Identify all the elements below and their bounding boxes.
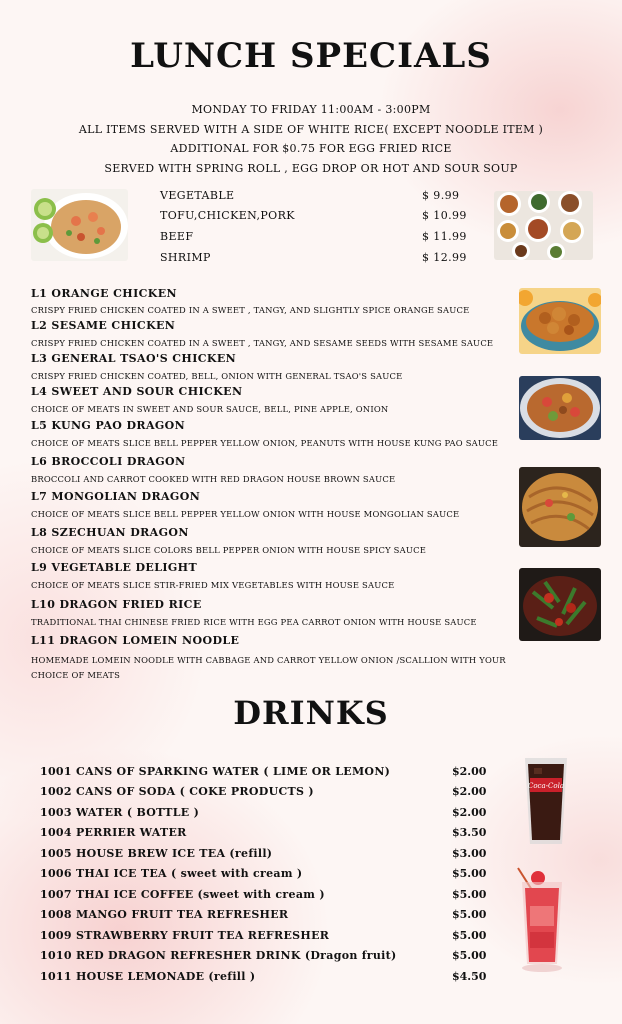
lunch-item-l10-desc: TRADITIONAL THAI CHINESE FRIED RICE WITH EGG PEA CARROT ONION WITH HOUSE SAUCE (31, 617, 477, 627)
assorted-dishes-photo (494, 191, 593, 260)
orange-chicken-photo (519, 288, 601, 354)
drink-1001-name: 1001 CANS OF SPARKING WATER ( LIME OR LEMON) (40, 765, 391, 778)
drink-1009-price: $5.00 (452, 929, 487, 942)
lunch-item-l8-desc: CHOICE OF MEATS SLICE COLORS BELL PEPPER ONION WITH HOUSE SPICY SAUCE (31, 545, 427, 555)
lunch-item-l9-desc: CHOICE OF MEATS SLICE STIR-FRIED MIX VEGETABLES WITH HOUSE SAUCE (31, 580, 395, 590)
lunch-item-l3-name: L3 GENERAL TSAO'S CHICKEN (31, 352, 237, 365)
mongolian-noodle-photo (519, 467, 601, 547)
drink-1007-name: 1007 THAI ICE COFFEE (sweet with cream ) (40, 888, 325, 901)
lunch-item-l5-desc: CHOICE OF MEATS SLICE BELL PEPPER YELLOW ONION, PEANUTS WITH HOUSE KUNG PAO SAUCE (31, 438, 499, 448)
lunch-item-l10-name: L10 DRAGON FRIED RICE (31, 598, 202, 611)
lunch-item-l3-desc: CRISPY FRIED CHICKEN COATED, BELL, ONION WITH GENERAL TSAO'S SAUCE (31, 371, 403, 381)
drink-1010-price: $5.00 (452, 949, 487, 962)
drink-1010-name: 1010 RED DRAGON REFRESHER DRINK (Dragon fruit) (40, 949, 397, 962)
drink-1001-price: $2.00 (452, 765, 487, 778)
lunch-item-l5-name: L5 KUNG PAO DRAGON (31, 419, 186, 432)
lunch-item-l6-desc: BROCCOLI AND CARROT COOKED WITH RED DRAGON HOUSE BROWN SAUCE (31, 474, 396, 484)
shrimp-fried-rice-photo (31, 189, 128, 261)
drink-1011-name: 1011 HOUSE LEMONADE (refill ) (40, 970, 256, 983)
price-row-tofu-chicken-pork (160, 209, 480, 229)
price-value: $ 9.99 (422, 189, 460, 202)
coca-cola-logo-text: Coca-Cola (527, 782, 565, 790)
drink-1008-name: 1008 MANGO FRUIT TEA REFRESHER (40, 908, 289, 921)
lunch-item-l2-name: L2 SESAME CHICKEN (31, 319, 176, 332)
lunch-item-l7-name: L7 MONGOLIAN DRAGON (31, 490, 201, 503)
price-row-beef (160, 230, 480, 250)
drink-1004-name: 1004 PERRIER WATER (40, 826, 187, 839)
price-label: VEGETABLE (160, 189, 235, 202)
intro-hours: MONDAY TO FRIDAY 11:00AM - 3:00PM (191, 103, 431, 116)
coca-cola-glass-photo (520, 754, 572, 848)
sweet-and-sour-chicken-photo (519, 376, 601, 440)
drink-1008-price: $5.00 (452, 908, 487, 921)
price-label: TOFU,CHICKEN,PORK (160, 209, 295, 222)
price-value: $ 11.99 (422, 230, 467, 243)
price-label: BEEF (160, 230, 194, 243)
lunch-item-l1-name: L1 ORANGE CHICKEN (31, 287, 177, 300)
drink-1011-price: $4.50 (452, 970, 487, 983)
lunch-item-l4-name: L4 SWEET AND SOUR CHICKEN (31, 385, 243, 398)
lunch-item-l1-desc: CRISPY FRIED CHICKEN COATED IN A SWEET , TANGY, AND SLIGHTLY SPICE ORANGE SAUCE (31, 305, 470, 315)
lunch-item-l4-desc: CHOICE OF MEATS IN SWEET AND SOUR SAUCE, BELL, PINE APPLE, ONION (31, 404, 389, 414)
drink-1009-name: 1009 STRAWBERRY FRUIT TEA REFRESHER (40, 929, 330, 942)
drink-1003-price: $2.00 (452, 806, 487, 819)
lunch-item-l6-name: L6 BROCCOLI DRAGON (31, 455, 186, 468)
price-label: SHRIMP (160, 251, 211, 264)
drink-1007-price: $5.00 (452, 888, 487, 901)
drink-1005-price: $3.00 (452, 847, 487, 860)
price-row-vegetable (160, 189, 480, 209)
intro-egg-fried-rice: ADDITIONAL FOR $0.75 FOR EGG FRIED RICE (170, 142, 452, 155)
lunch-item-l8-name: L8 SZECHUAN DRAGON (31, 526, 189, 539)
intro-soup-note: SERVED WITH SPRING ROLL , EGG DROP OR HOT AND SOUR SOUP (104, 161, 518, 175)
drink-1006-name: 1006 THAI ICE TEA ( sweet with cream ) (40, 867, 303, 880)
drink-1003-name: 1003 WATER ( BOTTLE ) (40, 806, 200, 819)
price-row-shrimp (160, 251, 480, 271)
drink-1002-price: $2.00 (452, 785, 487, 798)
red-refresher-drink-photo (508, 866, 574, 974)
lunch-item-l2-desc: CRISPY FRIED CHICKEN COATED IN A SWEET , TANGY, AND SESAME SEEDS WITH SESAME SAUCE (31, 338, 494, 348)
drinks-title: DRINKS (233, 694, 389, 732)
intro-rice-note: ALL ITEMS SERVED WITH A SIDE OF WHITE RICE( EXCEPT NOODLE ITEM ) (78, 122, 544, 136)
lunch-item-l11-name: L11 DRAGON LOMEIN NOODLE (31, 634, 240, 647)
lunch-intro (0, 100, 622, 178)
lunch-item-l11-desc: HOMEMADE LOMEIN NOODLE WITH CABBAGE AND CARROT YELLOW ONION /SCALLION WITH YOUR CHOICE OF MEATS (31, 655, 506, 680)
lunch-item-l7-desc: CHOICE OF MEATS SLICE BELL PEPPER YELLOW ONION WITH HOUSE MONGOLIAN SAUCE (31, 509, 460, 519)
drink-1006-price: $5.00 (452, 867, 487, 880)
lunch-specials-title: LUNCH SPECIALS (130, 36, 492, 76)
drink-1004-price: $3.50 (452, 826, 487, 839)
lunch-item-l9-name: L9 VEGETABLE DELIGHT (31, 561, 198, 574)
drink-1005-name: 1005 HOUSE BREW ICE TEA (refill) (40, 847, 273, 860)
drink-1002-name: 1002 CANS OF SODA ( COKE PRODUCTS ) (40, 785, 314, 798)
szechuan-beef-photo (519, 568, 601, 641)
price-value: $ 10.99 (422, 209, 467, 222)
price-value: $ 12.99 (422, 251, 467, 264)
